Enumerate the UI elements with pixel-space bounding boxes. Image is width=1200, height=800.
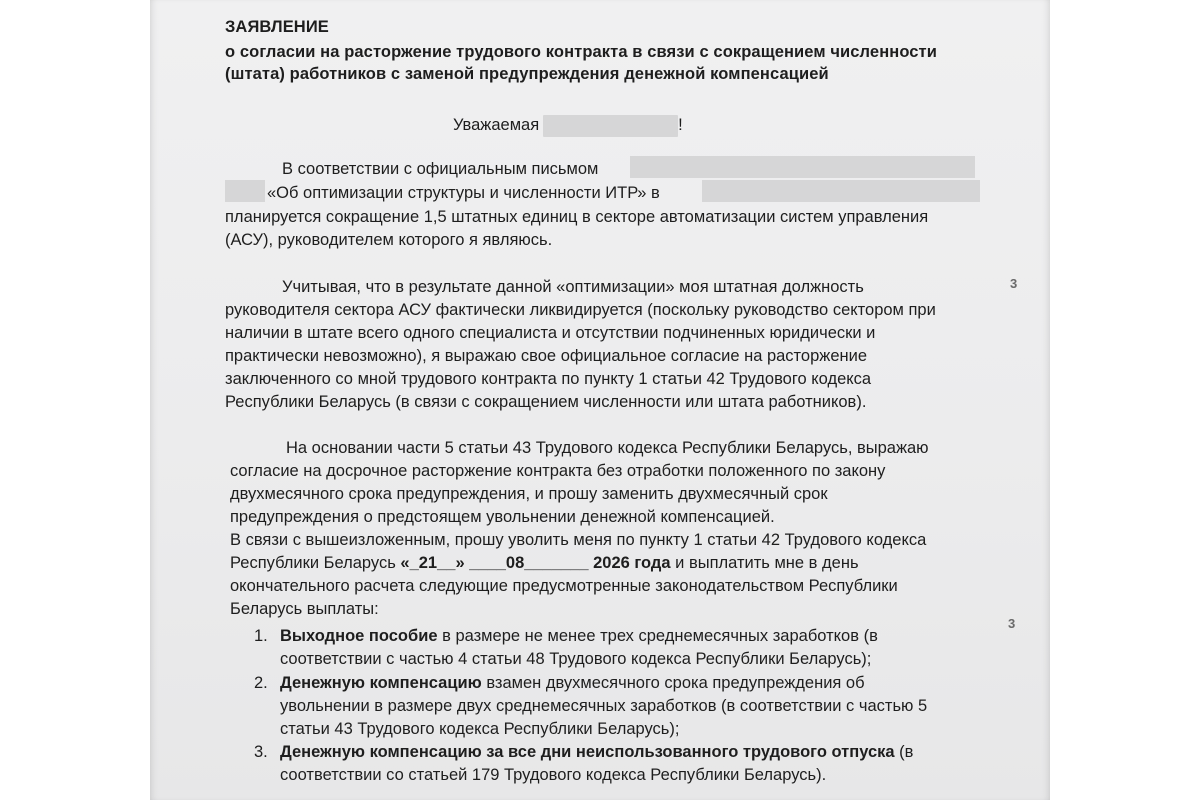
p2-line-6: Республики Беларусь (в связи с сокращением численности или штата работников). <box>225 393 867 411</box>
p2-line-4: практически невозможно), я выражаю свое официальное согласие на расторжение <box>225 347 868 365</box>
p3-line-4: предупреждения о предстоящем увольнении денежной компенсацией. <box>230 508 775 526</box>
p4-line-1: В связи с вышеизложенным, прошу уволить меня по пункту 1 статьи 42 Трудового кодекса <box>230 531 927 549</box>
list-item-number: 2. <box>254 674 268 692</box>
greeting <box>453 114 683 137</box>
p4-line-4: Беларусь выплаты: <box>230 600 379 618</box>
p4-line-3: окончательного расчета следующие предусмотренные законодательством Республики <box>230 577 898 595</box>
list-item-number: 3. <box>254 743 268 761</box>
p2-line-5: заключенного со мной трудового контракта по пункту 1 статьи 42 Трудового кодекса <box>225 370 872 388</box>
document-subtitle-line-2: (штата) работников с заменой предупреждения денежной компенсацией <box>225 65 829 83</box>
margin-mark: 3 <box>1010 276 1018 291</box>
list-item-text: (в <box>894 743 914 761</box>
p3-line-1: На основании части 5 статьи 43 Трудового кодекса Республики Беларусь, выражаю <box>286 439 929 457</box>
document-subtitle-line-1: о согласии на расторжение трудового контракта в связи с сокращением численности <box>225 43 937 61</box>
document-page <box>150 0 1050 800</box>
p4-line-2 <box>230 552 859 574</box>
list-item-bold: Денежную компенсацию <box>280 674 482 692</box>
p3-line-2: согласие на досрочное расторжение контракта без отработки положенного по закону <box>230 462 886 480</box>
list-item-2-line-2: увольнении в размере двух среднемесячных заработков (в соответствии с частью 5 <box>280 697 928 715</box>
dismissal-date: «_21__» ____08_______ 2026 года <box>400 554 671 572</box>
list-item-3 <box>254 741 913 763</box>
redacted-name <box>543 115 678 137</box>
greeting-prefix: Уважаемая <box>453 116 540 134</box>
p1-line-4: (АСУ), руководителем которого я являюсь. <box>225 231 553 249</box>
list-item-3-line-2: соответствии со статьей 179 Трудового кодекса Республики Беларусь). <box>280 766 827 784</box>
list-item-2 <box>254 672 865 694</box>
greeting-suffix: ! <box>678 116 683 134</box>
redacted-letter-ref <box>630 156 975 178</box>
document-title: ЗАЯВЛЕНИЕ <box>225 18 329 36</box>
p2-line-3: наличии в штате всего одного специалиста и отсутствии подчиненных юридически и <box>225 324 876 342</box>
p4-line-2-suffix: и выплатить мне в день <box>670 554 859 572</box>
list-item-number: 1. <box>254 627 268 645</box>
p1-line-1: В соответствии с официальным письмом <box>282 160 599 178</box>
p2-line-2: руководителя сектора АСУ фактически ликвидируется (поскольку руководство сектором при <box>225 301 936 319</box>
redacted-organization <box>702 180 980 202</box>
list-item-bold: Денежную компенсацию за все дни неиспользованного трудового отпуска <box>280 743 895 761</box>
p1-line-2: «Об оптимизации структуры и численности ИТР» в <box>267 184 660 202</box>
p2-line-1: Учитывая, что в результате данной «оптимизации» моя штатная должность <box>282 278 864 296</box>
list-item-1-line-2: соответствии с частью 4 статьи 48 Трудового кодекса Республики Беларусь); <box>280 650 872 668</box>
p1-line-3: планируется сокращение 1,5 штатных единиц в секторе автоматизации систем управления <box>225 208 929 226</box>
list-item-2-line-3: статьи 43 Трудового кодекса Республики Беларусь); <box>280 720 680 738</box>
margin-mark: 3 <box>1008 616 1016 631</box>
list-item-text: в размере не менее трех среднемесячных заработков (в <box>437 627 878 645</box>
list-item-bold: Выходное пособие <box>280 627 438 645</box>
list-item-text: взамен двухмесячного срока предупреждения об <box>481 674 865 692</box>
redacted-letter-ref-2 <box>225 180 265 202</box>
p4-line-2-prefix: Республики Беларусь <box>230 554 401 572</box>
list-item-1 <box>254 625 878 647</box>
p3-line-3: двухмесячного срока предупреждения, и прошу заменить двухмесячный срок <box>230 485 828 503</box>
